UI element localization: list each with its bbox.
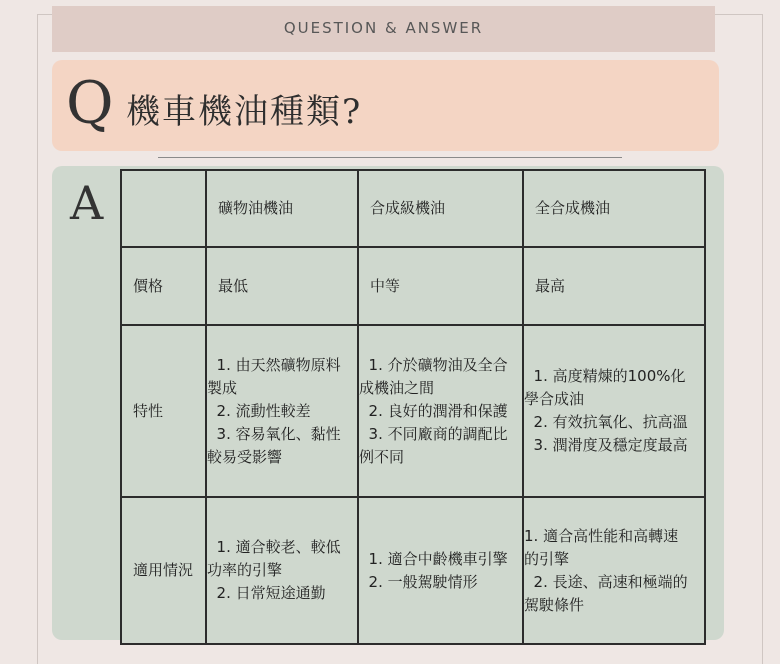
cell-line: 學合成油 — [524, 390, 585, 408]
cell-line: 1. 介於礦物油及全合 — [359, 355, 508, 374]
cell-line: 2. 流動性較差 — [207, 401, 311, 420]
cell-line: 3. 容易氧化、黏性 — [207, 424, 341, 443]
row-label-usage: 適用情況 — [121, 497, 206, 644]
table-cell: 中等 — [358, 247, 523, 325]
cell-line: 1. 適合較老、較低 — [207, 538, 341, 556]
header-cell-mineral: 礦物油機油 — [206, 170, 358, 247]
divider — [158, 157, 622, 158]
cell-line: 的引擎 — [524, 549, 570, 568]
cell-line: 功率的引擎 — [207, 561, 283, 579]
question-letter: Q — [66, 69, 114, 137]
cell-line: 成機油之間 — [359, 378, 435, 397]
answer-letter: A — [70, 176, 104, 230]
header-title: QUESTION & ANSWER — [283, 19, 484, 37]
row-label-properties: 特性 — [121, 325, 206, 497]
table-cell — [523, 497, 705, 644]
table-cell: 最高 — [523, 247, 705, 325]
table-cell — [206, 497, 358, 644]
table-cell — [358, 325, 523, 497]
cell-line: 較易受影響 — [207, 447, 283, 466]
cell-line: 1. 由天然礦物原料 — [207, 355, 341, 374]
header-cell-semi-synthetic: 合成級機油 — [358, 170, 523, 247]
question-text: 機車機油種類? — [126, 92, 363, 132]
cell-line: 2. 有效抗氧化、抗高溫 — [524, 413, 688, 431]
table-header-row — [121, 170, 705, 247]
table-cell — [206, 325, 358, 497]
header-cell-full-synthetic: 全合成機油 — [523, 170, 705, 247]
header-bar — [52, 6, 715, 52]
row-label-price: 價格 — [121, 247, 206, 325]
table-cell — [358, 497, 523, 644]
cell-line: 1. 適合高性能和高轉速 — [524, 526, 679, 545]
table-row — [121, 497, 705, 644]
cell-line: 駕駛條件 — [524, 595, 585, 614]
table-cell: 最低 — [206, 247, 358, 325]
cell-line: 3. 潤滑度及穩定度最高 — [524, 436, 688, 454]
cell-line: 2. 日常短途通勤 — [207, 584, 326, 602]
comparison-table — [120, 169, 706, 645]
cell-line: 2. 良好的潤滑和保護 — [359, 401, 508, 420]
cell-line: 3. 不同廠商的調配比 — [359, 424, 508, 443]
header-cell-empty — [121, 170, 206, 247]
table-row — [121, 247, 705, 325]
cell-line: 1. 高度精煉的100%化 — [524, 367, 686, 385]
cell-line: 1. 適合中齡機車引擎 — [359, 549, 508, 568]
question-box — [52, 60, 719, 151]
cell-line: 例不同 — [359, 447, 405, 466]
cell-line: 製成 — [207, 378, 238, 397]
table-cell — [523, 325, 705, 497]
cell-line: 2. 一般駕駛情形 — [359, 572, 478, 591]
table-row — [121, 325, 705, 497]
cell-line: 2. 長途、高速和極端的 — [524, 572, 688, 591]
